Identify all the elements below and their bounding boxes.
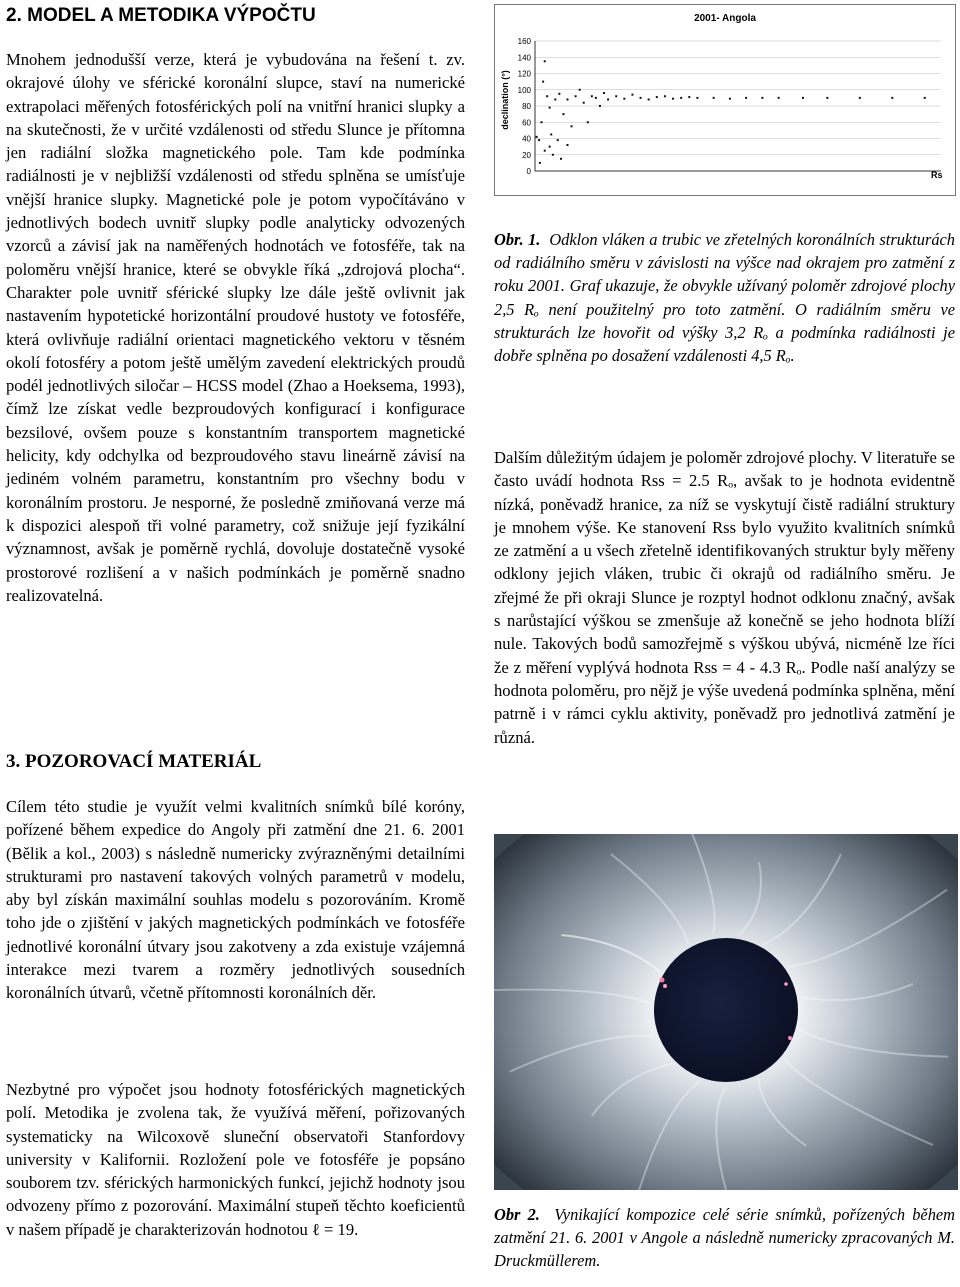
chart-point (924, 97, 926, 99)
section-2-paragraph: Mnohem jednodušší verze, která je vybudována na řešení t. zv. okrajové úlohy ve sférické koronální slupce, staví na numerické extrapolaci měřených fotosférických polí na vnitřní hranici slupky a na skutečnosti, že v určité vzdálenosti od středu Slunce je přítomna jen radiální složka magnetického pole. Tam kde podmínka radiálnosti je v nejbližší vzdálenosti od středu splněna se umísťuje vnější hranice slupky. Magnetické pole je potom vypočítáváno v jednotlivých bodech uvnitř slupky podle analyticky odvozených vzorců a závisí jak na naměřených hodnotách ve fotosféře, tak na poloměru vnější hranice, které se obvykle říká „zdrojová plocha“. Charakter pole uvnitř sférické slupky lze dále ještě ovlivnit jak nastavením hypotetické horizontální proudové hustoty ve fotosféře, která ovlivňuje radiální orientaci magnetického vektoru v těsném okolí fotosféry a potom ještě umělým zavedení elektrických proudů podél jednotlivých siločar – HCSS model (Zhao a Hoeksema, 1993), čímž lze získat vedle bezproudových konfigurací i konfigurace bezsilové, ovšem pouze s konstantním transportem magnetické helicity, kdy odchylka od bezproudového stavu lineárně závisí na jediném volném parametru, konstantním pro všechny bodu v koronálním prostoru. Je nesporné, že posledně zmiňovaná verze má k dispozici alespoň tři volné parametry, což snižuje její fyzikální významnost, avšak je poměrně rychlá, dovoluje dostatečně vysoké prostorové rozlišení a v našich podmínkách je poměrně snadno realizovatelná. (6, 50, 465, 605)
chart-point (623, 98, 625, 100)
chart-point (540, 121, 542, 123)
chart-point (536, 136, 538, 138)
figure-1-label: Obr. 1. (494, 230, 541, 249)
chart-y-tick-label: 80 (522, 102, 531, 111)
chart-point (631, 94, 633, 96)
chart-point (603, 92, 605, 94)
chart-y-tick-label: 100 (517, 85, 531, 95)
chart-point (539, 162, 541, 164)
chart-point (656, 96, 658, 98)
chart-point (761, 97, 763, 99)
figure-1-description: Odklon vláken a trubic ve zřetelných koronálních strukturách od radiálního směru v závislosti na výšce nad okrajem pro zatmění z roku 2001. Graf ukazuje, že obvykle užívaný poloměr zdrojové plochy 2,5 Rₒ není použitelný pro toto zatmění. O radiálním směru ve strukturách lze hovořit od výšky 3,2 Rₒ a podmínka radiálnosti je dobře splněna po dosažení vzdálenosti 4,5 Rₒ. (494, 230, 956, 366)
chart-point (648, 99, 650, 101)
figure-2-description: Vynikající kompozice celé série snímků, pořízených během zatmění 21. 6. 2001 v Angole a následně numericky zpracovaných M. Druckmüllerem. (494, 1205, 956, 1271)
chart-point (562, 113, 564, 115)
chart-point (664, 95, 666, 97)
chart-point (599, 105, 601, 107)
chart-point (544, 150, 546, 152)
chart-point (745, 97, 747, 99)
eclipse-svg (494, 834, 958, 1190)
chart-point (566, 99, 568, 101)
chart-point (672, 98, 674, 100)
eclipse-image (494, 834, 958, 1190)
section-2-heading: 2. MODEL A METODIKA VÝPOČTU (6, 5, 316, 26)
right-paragraph-text: Dalším důležitým údajem je poloměr zdrojové plochy. V literatuře se často uvádí hodnota Rss = 2.5 Rₒ, avšak to je hodnota evidentně nízká, poněvadž hranice, za níž se vyskytují čistě radiální struktury je mnohem výše. Ke stanovení Rss bylo využito kvalitních snímků ze zatmění a u všech zřetelně identifikovaných struktur byly měřeny odklony jejich vláken, trubic či okrajů od radiálního směru. Je zřejmé že při okraji Slunce je rozptyl hodnot odklonu značný, avšak s narůstající výškou se zmenšuje až konečně se jeho hodnota blíží nule. Takových bodů samozřejmě s výškou ubývá, nicméně lze říci že z měření vyplývá hodnota Rss = 4 - 4.3 Rₒ. Podle naší analýzy se hodnota poloměru, pro nějž je výše uvedená podmínka splněna, mění patrně i v rámci cyklu aktivity, poněvadž pro jednotlivá zatmění je různá. (494, 448, 955, 747)
moon-disk (654, 938, 798, 1082)
chart-point (688, 96, 690, 98)
right-paragraph (494, 446, 955, 749)
chart-y-tick-label: 0 (526, 167, 531, 176)
section-3-continued (6, 1078, 465, 1241)
chart-y-tick-label: 120 (517, 69, 531, 79)
chart-point (583, 102, 585, 104)
chart-point (546, 95, 548, 97)
chart-point (802, 97, 804, 99)
chart-point (552, 154, 554, 156)
declination-chart-svg (495, 5, 955, 195)
chart-point (778, 97, 780, 99)
chart-y-axis-label: declination (°) (500, 70, 510, 130)
declination-chart (494, 4, 956, 196)
chart-point (729, 98, 731, 100)
chart-point (544, 60, 546, 62)
section-2 (6, 4, 465, 607)
chart-point (558, 93, 560, 95)
chart-point (591, 95, 593, 97)
chart-y-tick-label: 160 (517, 37, 531, 46)
chart-point (575, 95, 577, 97)
chart-point (607, 99, 609, 101)
chart-y-tick-label: 20 (522, 150, 531, 160)
figure-1-caption-text (494, 228, 955, 367)
section-3-heading: 3. POZOROVACÍ MATERIÁL (6, 751, 262, 772)
chart-point (640, 97, 642, 99)
section-3-paragraph-2: Nezbytné pro výpočet jsou hodnoty fotosférických magnetických polí. Metodika je zvolena tak, že využívá měření, pořizovaných systematicky na Wilcoxově sluneční observatoři Stanfordovy university v Kalifornii. Rozložení pole ve fotosféře je popsáno souborem tzv. sférických harmonických funkcí, jejichž hodnoty jsou odvozeny přímo z pozorování. Maximální stupeň těchto koeficientů v našem případě je charakterizován hodnotou ℓ = 19. (6, 1080, 465, 1239)
figure-2-caption (494, 1203, 955, 1273)
chart-y-tick-label: 140 (517, 53, 531, 63)
chart-points (536, 60, 926, 164)
chart-y-tick-label: 60 (522, 118, 531, 128)
chart-title: 2001- Angola (694, 13, 756, 24)
chart-point (560, 158, 562, 160)
chart-y-tick-label: 40 (522, 134, 531, 144)
chart-point (826, 97, 828, 99)
chart-point (557, 139, 559, 141)
section-3 (6, 750, 465, 1005)
chart-point (549, 107, 551, 109)
chart-y-ticks (518, 37, 532, 176)
chart-point (891, 97, 893, 99)
chart-point (571, 125, 573, 127)
section-3-paragraph: Cílem této studie je využít velmi kvalitních snímků bílé koróny, pořízené během expedice do Angoly při zatmění dne 21. 6. 2001 (Bělik a kol., 2003) s následně numericky zvýrazněnými detailními strukturami pro nastavení takových volných parametrů v modelu, aby byl získán maximální souhlas modelu s pozorováním. Kromě toho jde o zjištění v jakých magnetických podmínkách ve fotosféře jednotlivé koronální útvary jsou zakotveny a zda existuje vzájemná interakce mezi tvarem a rozměry jednotlivých sousedních koronálních útvarů, včetně přítomnosti koronálních děr. (6, 797, 465, 1003)
chart-point (713, 97, 715, 99)
figure-2-label: Obr 2. (494, 1205, 540, 1224)
chart-point (550, 133, 552, 135)
chart-point (538, 139, 540, 141)
figure-2-caption-text (494, 1203, 955, 1273)
figure-1-caption (494, 228, 955, 367)
chart-point (615, 95, 617, 97)
chart-point (579, 89, 581, 91)
chart-point (859, 97, 861, 99)
chart-point (542, 81, 544, 83)
chart-x-axis-label: Rs (931, 170, 943, 180)
chart-point (549, 146, 551, 148)
chart-point (595, 97, 597, 99)
chart-point (696, 97, 698, 99)
chart-point (554, 99, 556, 101)
chart-point (566, 144, 568, 146)
chart-point (587, 121, 589, 123)
chart-point (680, 97, 682, 99)
chart-grid (535, 41, 941, 171)
